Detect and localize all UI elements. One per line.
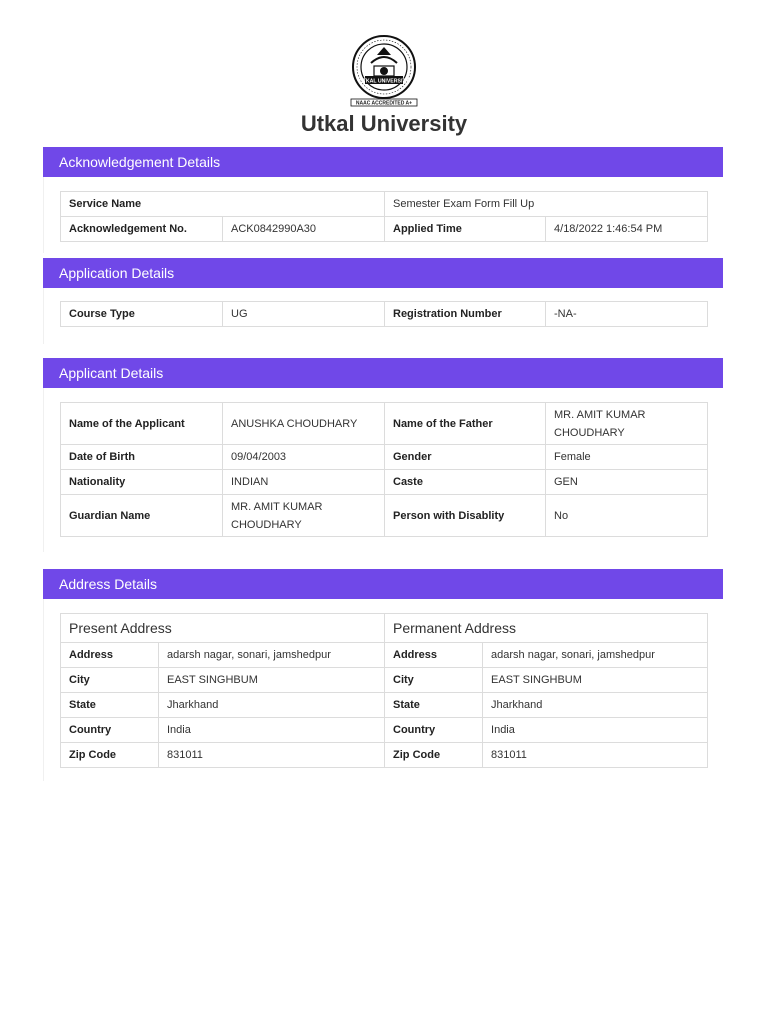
present-country-label: Country [61,718,159,743]
present-address-heading: Present Address [61,614,385,643]
table-row [61,495,708,537]
applicant-name-value: ANUSHKA CHOUDHARY [223,403,385,445]
table-row [61,403,708,445]
guardian-name-value: MR. AMIT KUMAR CHOUDHARY [223,495,385,537]
acknowledgement-table [60,191,708,242]
address-table [60,613,708,768]
guardian-name-label: Guardian Name [61,495,223,537]
applicant-name-label: Name of the Applicant [61,403,223,445]
svg-text:UTKAL UNIVERSITY: UTKAL UNIVERSITY [358,78,410,85]
ack-no-label: Acknowledgement No. [61,217,223,242]
father-name-value: MR. AMIT KUMAR CHOUDHARY [546,403,708,445]
permanent-address-label: Address [385,643,483,668]
permanent-zip-label: Zip Code [385,743,483,768]
present-state-value: Jharkhand [159,693,385,718]
permanent-country-value: India [483,718,708,743]
permanent-address-value: adarsh nagar, sonari, jamshedpur [483,643,708,668]
acknowledgement-section-header: Acknowledgement Details [43,147,723,177]
present-zip-label: Zip Code [61,743,159,768]
applied-time-value: 4/18/2022 1:46:54 PM [546,217,708,242]
gender-value: Female [546,445,708,470]
disability-value: No [546,495,708,537]
table-row [61,718,708,743]
applicant-table [60,402,708,537]
table-row [61,693,708,718]
present-address-label: Address [61,643,159,668]
table-row [61,643,708,668]
caste-label: Caste [385,470,546,495]
present-country-value: India [159,718,385,743]
ack-no-value: ACK0842990A30 [223,217,385,242]
present-address-value: adarsh nagar, sonari, jamshedpur [159,643,385,668]
applicant-section-header: Applicant Details [43,358,723,388]
permanent-state-value: Jharkhand [483,693,708,718]
present-state-label: State [61,693,159,718]
permanent-city-value: EAST SINGHBUM [483,668,708,693]
table-row [61,445,708,470]
svg-text:NAAC ACCREDITED A+: NAAC ACCREDITED A+ [355,100,413,107]
university-seal-logo [347,33,421,109]
application-section-header: Application Details [43,258,723,288]
permanent-city-label: City [385,668,483,693]
present-zip-value: 831011 [159,743,385,768]
nationality-value: INDIAN [223,470,385,495]
gender-label: Gender [385,445,546,470]
nationality-label: Nationality [61,470,223,495]
service-name-label: Service Name [61,192,385,217]
page-title: Utkal University [300,111,468,136]
course-type-value: UG [223,302,385,327]
address-section-header: Address Details [43,569,723,599]
course-type-label: Course Type [61,302,223,327]
caste-value: GEN [546,470,708,495]
dob-label: Date of Birth [61,445,223,470]
service-name-value: Semester Exam Form Fill Up [385,192,708,217]
present-city-value: EAST SINGHBUM [159,668,385,693]
registration-number-label: Registration Number [385,302,546,327]
table-row [61,668,708,693]
applied-time-label: Applied Time [385,217,546,242]
application-table [60,301,708,327]
registration-number-value: -NA- [546,302,708,327]
dob-value: 09/04/2003 [223,445,385,470]
permanent-zip-value: 831011 [483,743,708,768]
present-city-label: City [61,668,159,693]
permanent-country-label: Country [385,718,483,743]
table-row [61,470,708,495]
disability-label: Person with Disablity [385,495,546,537]
permanent-state-label: State [385,693,483,718]
table-row [61,743,708,768]
permanent-address-heading: Permanent Address [385,614,708,643]
father-name-label: Name of the Father [385,403,546,445]
